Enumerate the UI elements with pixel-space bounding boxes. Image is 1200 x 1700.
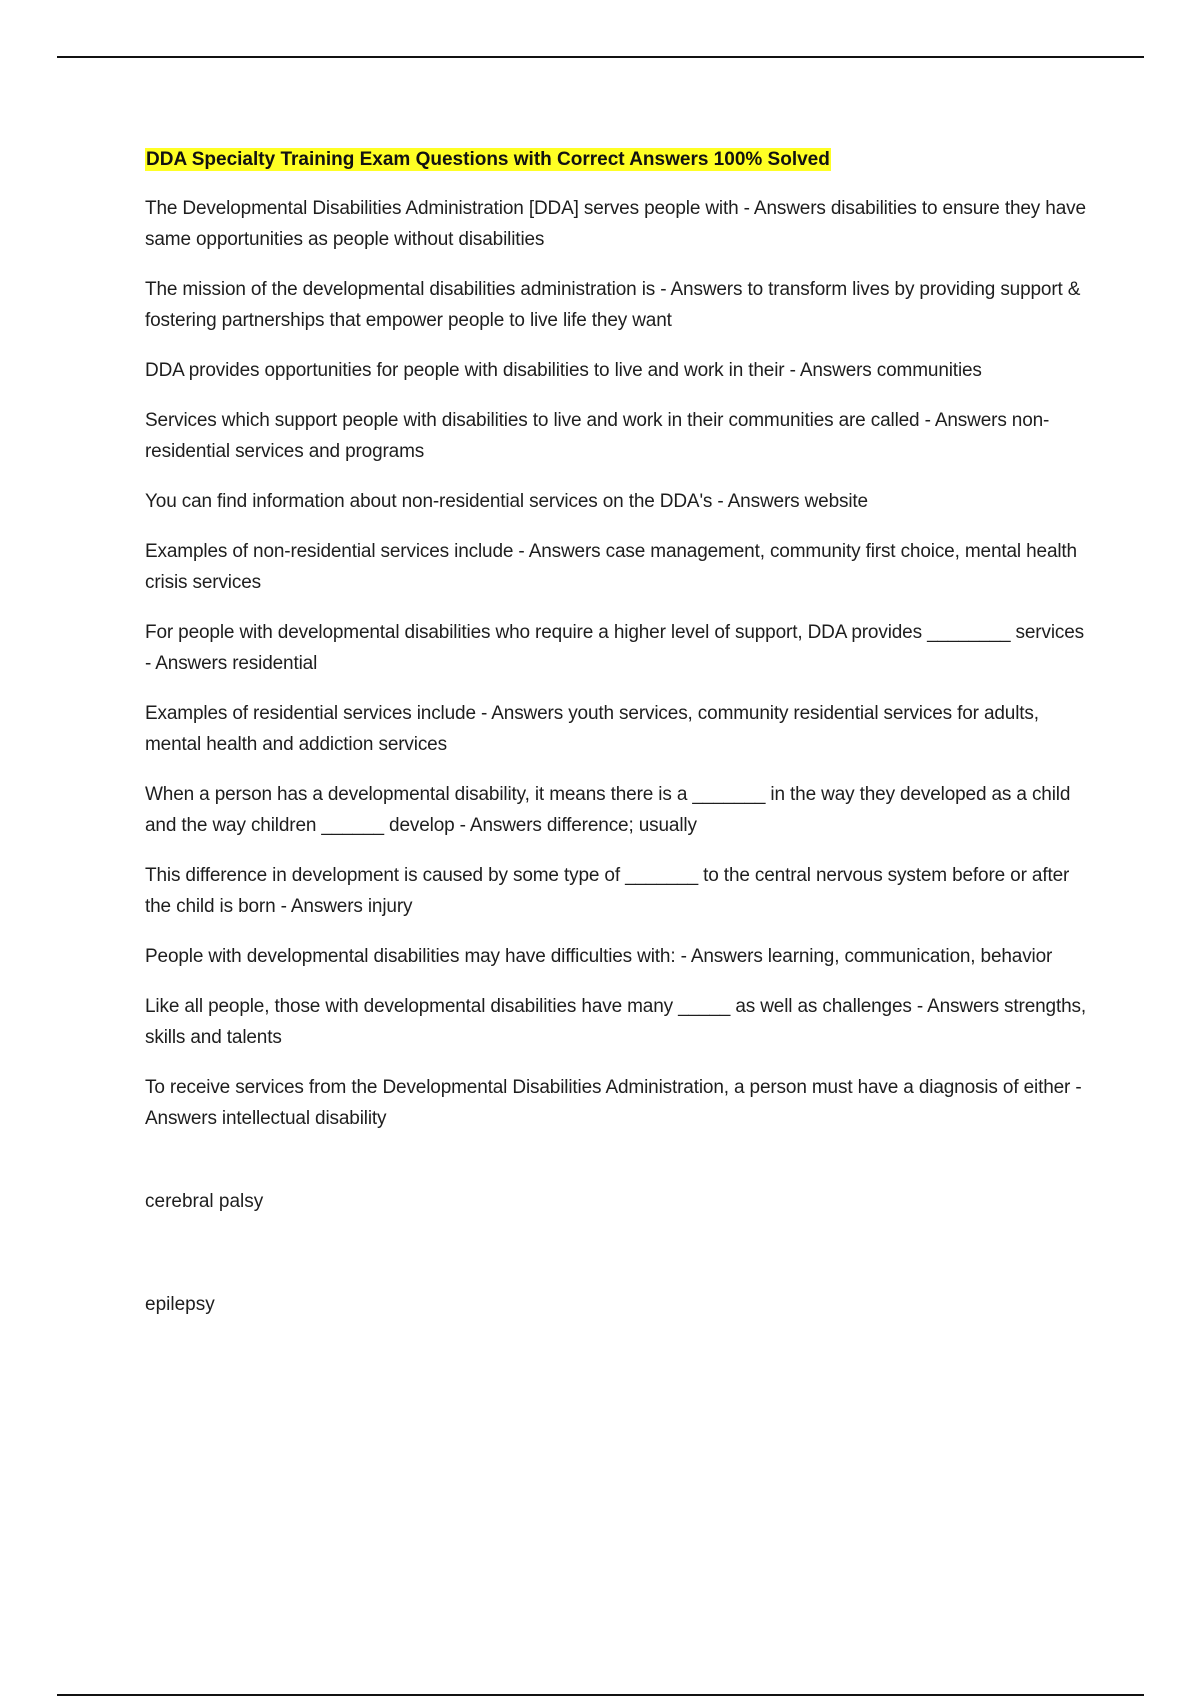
qa-item: The Developmental Disabilities Administration [DDA] serves people with - Answers disabilities to ensure they have same opportunities as people without disabilities xyxy=(145,198,1086,250)
qa-item: To receive services from the Developmental Disabilities Administration, a person must have a diagnosis of either - Answers intellectual disability xyxy=(145,1077,1082,1129)
document-title: DDA Specialty Training Exam Questions with Correct Answers 100% Solved xyxy=(146,149,830,170)
header-rule xyxy=(57,56,1144,58)
qa-item: For people with developmental disabilities who require a higher level of support, DDA provides ________ services - Answers residential xyxy=(145,622,1085,674)
title-row xyxy=(145,145,1087,175)
footer-rule xyxy=(57,1694,1144,1696)
qa-item: Like all people, those with developmental disabilities have many _____ as well as challenges - Answers strengths, skills and talents xyxy=(145,996,1086,1048)
qa-item: Services which support people with disabilities to live and work in their communities are called - Answers non-residential services and programs xyxy=(145,410,1050,462)
qa-item: When a person has a developmental disability, it means there is a _______ in the way they developed as a child and the way children ______ develop - Answers difference; usually xyxy=(145,784,1071,836)
answer-continuation: epilepsy xyxy=(145,1294,215,1315)
qa-item: You can find information about non-residential services on the DDA's - Answers website xyxy=(145,491,868,512)
qa-item: This difference in development is caused by some type of _______ to the central nervous system before or after the child is born - Answers injury xyxy=(145,865,1070,917)
qa-item: People with developmental disabilities may have difficulties with: - Answers learning, communication, behavior xyxy=(145,946,1053,967)
qa-item: DDA provides opportunities for people with disabilities to live and work in their - Answers communities xyxy=(145,360,982,381)
answer-continuation: cerebral palsy xyxy=(145,1191,264,1212)
qa-item: Examples of residential services include - Answers youth services, community residential services for adults, mental health and addiction services xyxy=(145,703,1039,755)
qa-item: Examples of non-residential services include - Answers case management, community first choice, mental health crisis services xyxy=(145,541,1077,593)
qa-item: The mission of the developmental disabilities administration is - Answers to transform lives by providing support & fostering partnerships that empower people to live life they want xyxy=(145,279,1081,331)
document-body xyxy=(145,145,1087,1320)
